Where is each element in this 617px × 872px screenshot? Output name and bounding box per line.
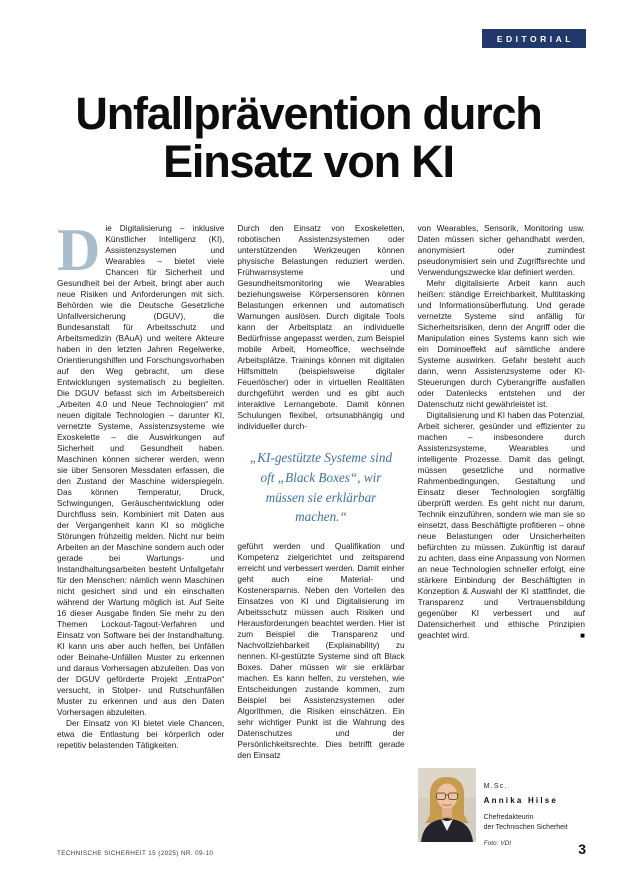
body-paragraph: Durch den Einsatz von Exoskeletten, robotischen Assistenzsystemen oder unterstützenden Werkzeugen können physische Belastungen reduziert werden. Frühwarnsysteme und Gesundheitsmonitoring wie Wearables beziehungsweise Körpersensoren können Belastungen erkennen und automatisch Warnungen auslösen. Durch digitale Tools kann der Arbeitsplatz an individuelle Bedürfnisse angepasst werden, zum Beispiel mobile Arbeit, Homeoffice, wechselnde Arbeitsplätze. Trainings können mit digitalen Hilfsmitteln (beispielsweise digitaler Feuerlöscher) oder in virtuellen Realitäten durchgeführt werden und es gibt auch interaktive Lernangebote. Damit können Schulungen flexibel, ortsunabhängig und individueller durch- <box>237 223 405 431</box>
author-name: Annika Hilse <box>483 796 559 805</box>
body-paragraph: geführt werden und Qualifikation und Kompetenz zielgerichtet und zeitsparend erreicht und verbessert werden. Damit einher geht auch eine Material- und Kostenersparnis. Neben den Vorteilen des Einsatzes von KI und Digitalisierung im Arbeitsschutz müssen auch Risiken und Herausforderungen beachtet werden. Hier ist zum Beispiel die Transparenz und Nachvollziehbarkeit (Explainability) zu nennen. KI-gestützte Systeme sind oft Black Boxes. Daher müssen wir sie erklärbar machen. Es kann helfen, zu verstehen, wie Entscheidungen zustande kommen, zum Beispiel bei Assistenzsystemen oder Algorithmen, die Risiken einschätzen. Ein sehr wichtiger Punkt ist die Wahrung des Datenschutzes und der Persönlichkeitsrechte. Dies betrifft gerade den Einsatz <box>237 541 405 761</box>
column-1 <box>57 223 224 849</box>
column-3 <box>418 223 585 849</box>
page-title <box>0 90 617 185</box>
body-paragraph: Der Einsatz von KI bietet viele Chancen, etwa die Entlastung bei körperlich oder repetitiv belastenden Tätigkeiten. <box>57 718 225 750</box>
headline-line2: Einsatz von KI <box>163 135 454 187</box>
page-number: 3 <box>578 841 586 857</box>
author-photo <box>418 768 476 842</box>
body-paragraph: Mehr digitalisierte Arbeit kann auch heißen: ständige Erreichbarkeit, Multitasking und Informationsüberflutung. Und gerade vernetzte Systeme sind anfällig für Sicherheitsrisiken, denn der Angriff oder die Manipulation eines Systems kann sich wie ein Dominoeffekt auf sämtliche andere Systeme auswirken. Gefahr besteht auch dann, wenn Assistenzsysteme oder KI-Steuerungen durch Cyberangriffe ausfallen oder Datenlecks entstehen und der Datenschutz nicht gewährleistet ist. <box>417 278 585 409</box>
headline-line1: Unfallprävention durch <box>75 88 542 139</box>
author-card <box>418 768 585 849</box>
author-role-line2: der Technischen Sicherheit <box>483 823 568 831</box>
footer <box>57 841 586 857</box>
body-paragraph <box>57 223 224 718</box>
drop-cap: D <box>57 223 101 283</box>
paragraph-text: Digitalisierung und KI haben das Potenzial, Arbeit sicherer, gesünder und effizienter zu machen – insbesondere durch Assistenzsysteme, Wearables und intelligente Prozesse. Damit das gelingt, müssen gesetzliche und normative Rahmenbedingungen, Gestaltung und Einsatz dieser Technologien sorgfältig überprüft werden. Es geht nicht nur darum, Technik einzuführen, sondern wie man sie so einsetzt, dass Beschäftigte profitieren – ohne neue Belastungen oder Unsicherheiten befürchten zu müssen. Zukünftig ist darauf zu achten, dass eine Anpassung von Normen an neue Technologien schneller erfolgt, eine stärkere Einbindung der Beschäftigten in Konzeption & Auswahl der KI stattfindet, die Transparenz und Vertrauensbildung gegenüber KI verbessert und auf Datensicherheit und ethische Prinzipien geachtet wird. <box>417 410 585 640</box>
paragraph-text: ie Digitalisierung – inklusive Künstlicher Intelligenz (KI), Assistenzsystemen und Wearables – bietet viele Chancen für Sicherheit und Gesundheit bei der Arbeit, bringt aber auch neue Risiken und Anforderungen mit sich. Behörden wie die Deutsche Gesetzliche Unfallversicherung (DGUV), die Bundesanstalt für Arbeitsschutz und Arbeitsmedizin (BAuA) und weitere Akteure haben in den letzten Jahren Regelwerke, Orientierungshilfen und Forschungsvorhaben auf den Weg gebracht, um diese Entwicklungen systematisch zu begleiten. Die DGUV befasst sich im Arbeitsbereich „Arbeiten 4.0 und Neue Technologien“ mit neuen digitale Technologien – darunter KI, vernetzte Systeme, Assistenzsysteme wie Exoskelette – die Auswirkungen auf Sicherheit und Gesundheit haben. Maschinen können sicherer werden, wenn sie über Sensoren Messdaten erfassen, die den Zustand der Maschine widerspiegeln. Das können Temperatur, Druck, Schwingungen, Geräuschentwicklung oder Durchfluss sein. Kombiniert mit Daten aus der Vergangenheit kann KI so mögliche Störungen frühzeitig melden. Nicht nur beim Arbeiten an der Maschine sondern auch oder gerade bei Wartungs- und Instandhaltungsarbeiten besteht Unfallgefahr für den Menschen: nämlich wenn Maschinen nicht gesichert sind und ein einschalten während der Wartung möglich ist. Auf Seite 16 dieser Ausgabe finden Sie mehr zu den Themen Lockout-Tagout-Verfahren und Einsatz von Software bei der Instandhaltung. KI kann uns aber auch helfen, bei Unfällen oder Beinahe-Unfällen Muster zu erkennen und daraus Vorhersagen abzuleiten. Das von der DGUV geförderte Projekt „EntraPon“ versucht, in Stolper- und Rutschunfällen Muster zu erkennen und aus den Daten Vorhersagen abzuleiten. <box>57 223 225 717</box>
article-columns <box>57 223 585 849</box>
photo-credit: Foto: VDI <box>483 840 512 847</box>
body-paragraph: von Wearables, Sensorik, Monitoring usw. Daten müssen sicher gehandhabt werden, anonymisiert oder zumindest pseudonymisiert sein und Zugriffsrechte und Verwendungszwecke klar definiert werden. <box>417 223 585 277</box>
pull-quote: „KI-gestützte Systeme sind oft „Black Boxes“, wir müssen sie erklärbar machen.“ <box>249 450 393 525</box>
journal-info: TECHNISCHE SICHERHEIT 15 (2025) NR. 09-10 <box>57 850 214 857</box>
body-paragraph <box>418 410 585 641</box>
author-info <box>484 768 568 849</box>
end-of-article-mark: ■ <box>580 631 585 640</box>
author-degree: M.Sc. <box>483 783 508 790</box>
column-2 <box>237 223 404 849</box>
editorial-badge: EDITORIAL <box>482 29 586 48</box>
author-role-line1: Chefredakteurin <box>483 814 534 821</box>
